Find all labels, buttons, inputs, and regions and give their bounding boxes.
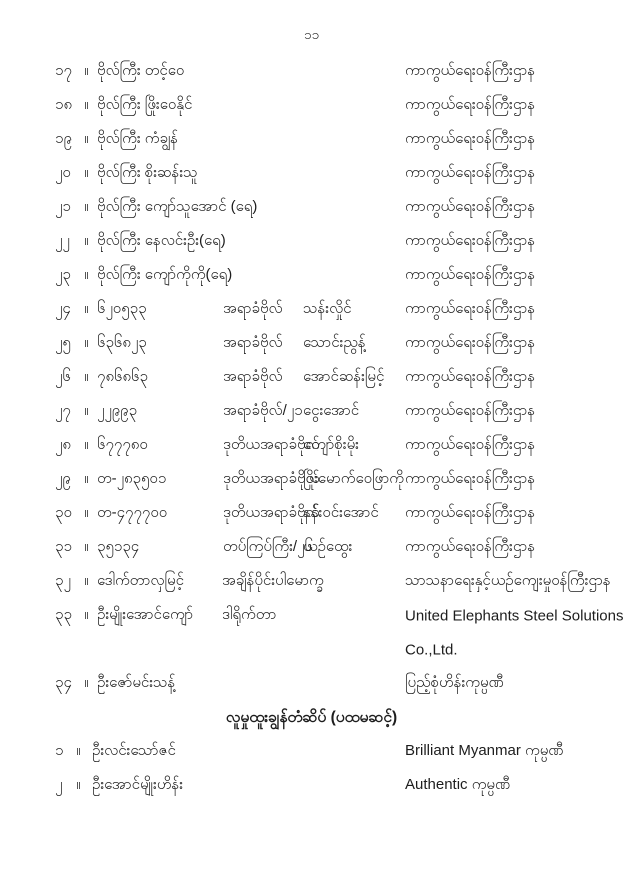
ministry: ကာကွယ်ရေးဝန်ကြီးဌာန (405, 368, 536, 385)
table-row (0, 89, 623, 123)
row-number: ၃၄ (55, 674, 72, 691)
ministry: ကာကွယ်ရေးဝန်ကြီးဌာန (405, 96, 536, 113)
company-name: United Elephants Steel Solutions (405, 607, 623, 625)
person-name: ငွေးအောင် (303, 402, 360, 419)
page-number: ၁၁ (303, 27, 320, 42)
row-separator: ။ (84, 130, 89, 147)
row-separator: ။ (84, 266, 89, 283)
rank: အရာခံဗိုလ်/၂၁ (223, 402, 303, 419)
table-row (0, 225, 623, 259)
row-number: ၂၇ (55, 402, 71, 419)
row-number: ၁ (55, 742, 64, 759)
row-number: ၂၆ (55, 368, 71, 385)
person-name: ဗိုလ်ကြီး စိုးဆန်းသူ (97, 164, 198, 181)
row-separator: ။ (84, 606, 89, 623)
service-number: ၆၂၀၅၃၃ (97, 300, 147, 317)
rank: တပ်ကြပ်ကြီး/၂၆ (223, 538, 313, 555)
table-row (0, 531, 623, 565)
person-name: အောင်ဆန်းမြင့် (303, 368, 385, 385)
person-name: နန်းဝင်းအောင် (303, 504, 379, 521)
company-name-continued: Co.,Ltd. (405, 641, 458, 659)
table-row (0, 55, 623, 89)
row-separator: ။ (84, 62, 89, 79)
ministry: ကာကွယ်ရေးဝန်ကြီးဌာန (405, 198, 536, 215)
row-separator: ။ (84, 572, 89, 589)
service-number: ၂၂၉၉၃ (97, 402, 138, 419)
position-title: အချိန်ပိုင်းပါမောက္ခ (222, 572, 324, 589)
row-number: ၃၀ (55, 504, 72, 521)
row-separator: ။ (84, 300, 89, 317)
person-name: သောင်းညွန့် (303, 334, 366, 351)
rank: အရာခံဗိုလ် (223, 334, 283, 351)
rank: အရာခံဗိုလ် (223, 368, 283, 385)
table-row (0, 327, 623, 361)
row-number: ၂၀ (55, 164, 71, 181)
row-number: ၃၂ (55, 572, 71, 589)
table-row (0, 565, 623, 599)
rank: အရာခံဗိုလ် (223, 300, 283, 317)
service-number: ၃၅၁၃၄ (97, 538, 140, 555)
row-number: ၁၇ (55, 62, 72, 79)
ministry: သာသနာရေးနှင့်ယဉ်ကျေးမှုဝန်ကြီးဌာန (405, 572, 611, 589)
award-list (0, 55, 623, 803)
person-name: ဗိုလ်ကြီး ကံချွန် (97, 130, 179, 147)
service-number: ၇၈၆၈၆၃ (97, 368, 148, 385)
row-separator: ။ (84, 368, 89, 385)
ministry: ကာကွယ်ရေးဝန်ကြီးဌာန (405, 436, 536, 453)
table-row (0, 429, 623, 463)
ministry: ကာကွယ်ရေးဝန်ကြီးဌာန (405, 300, 536, 317)
company-name: ပြည့်စုံဟိန်းကုမ္ပဏီ (405, 674, 504, 691)
ministry: ကာကွယ်ရေးဝန်ကြီးဌာန (405, 402, 536, 419)
row-number: ၂ (55, 776, 63, 793)
table-row (0, 769, 623, 803)
person-name: ယဉ်ထွေး (303, 538, 353, 555)
company-name: Brilliant Myanmar ကုမ္ပဏီ (405, 742, 564, 759)
row-separator: ။ (84, 436, 89, 453)
ministry: ကာကွယ်ရေးဝန်ကြီးဌာန (405, 470, 536, 487)
person-name: ကျော်စိုးမိုး (303, 436, 359, 453)
rank: ဒုတိယအရာခံဗိုလ် (223, 436, 320, 453)
person-name: ဗိုလ်ကြီး တင့်ဝေ (97, 62, 185, 79)
section-heading: လူမှုထူးချွန်တံဆိပ် (ပထမဆင့်) (225, 709, 398, 726)
ministry: ကာကွယ်ရေးဝန်ကြီးဌာန (405, 232, 536, 249)
row-separator: ။ (76, 776, 81, 793)
service-number: ၆၇၇၇၈၀ (97, 436, 148, 453)
person-name: ဦးဇော်မင်းသန့် (97, 674, 176, 691)
row-separator: ။ (84, 232, 89, 249)
ministry: ကာကွယ်ရေးဝန်ကြီးဌာန (405, 504, 536, 521)
ministry: ကာကွယ်ရေးဝန်ကြီးဌာန (405, 538, 536, 555)
row-separator: ။ (84, 164, 89, 181)
table-row (0, 735, 623, 769)
table-row (0, 395, 623, 429)
person-name: ဗိုလ်ကြီး ကျော်သူအောင် (ရေ) (97, 198, 258, 215)
table-row (0, 123, 623, 157)
table-row (0, 599, 623, 667)
row-separator: ။ (84, 334, 89, 351)
row-number: ၂၉ (55, 470, 71, 487)
person-name: ဦးမျိုးအောင်ကျော် (97, 606, 194, 623)
row-number: ၂၈ (55, 436, 71, 453)
service-number: ၆၃၆၈၂၃ (97, 334, 147, 351)
row-separator: ။ (84, 198, 89, 215)
row-number: ၂၁ (55, 198, 71, 215)
ministry: ကာကွယ်ရေးဝန်ကြီးဌာန (405, 334, 536, 351)
row-number: ၂၅ (55, 334, 71, 351)
row-separator: ။ (84, 96, 89, 113)
row-number: ၁၉ (55, 130, 72, 147)
person-name: ဦးလင်းသော်ဇင် (92, 742, 176, 759)
ministry: ကာကွယ်ရေးဝန်ကြီးဌာန (405, 130, 536, 147)
row-number: ၃၃ (55, 606, 72, 623)
person-name: ဒေါက်တာလှမြင့် (97, 572, 184, 589)
person-name: ဖြိုးမောက်ဝေဖြာကို (303, 470, 404, 487)
rank: ဒုတိယအရာခံဗိုလ် (223, 470, 320, 487)
row-separator: ။ (84, 470, 89, 487)
person-name: ဗိုလ်ကြီး နေလင်းဦး(ရေ) (97, 232, 226, 249)
person-name: ဗိုလ်ကြီး ကျော်ကိုကို(ရေ) (97, 266, 233, 283)
table-row (0, 157, 623, 191)
row-separator: ။ (84, 504, 89, 521)
ministry: ကာကွယ်ရေးဝန်ကြီးဌာန (405, 164, 536, 181)
row-separator: ။ (84, 674, 89, 691)
person-name: သန်းလှိုင် (303, 300, 352, 317)
row-number: ၃၁ (55, 538, 72, 555)
company-name: Authentic ကုမ္ပဏီ (405, 776, 511, 793)
service-number: တ-၂၈၃၅၀၁ (97, 470, 167, 487)
table-row (0, 361, 623, 395)
table-row (0, 191, 623, 225)
row-separator: ။ (76, 742, 81, 759)
ministry: ကာကွယ်ရေးဝန်ကြီးဌာန (405, 62, 536, 79)
rank: ဒုတိယအရာခံဗိုလ် (223, 504, 320, 521)
person-name: ဗိုလ်ကြီး ဖြိုးဝေနိုင် (97, 96, 193, 113)
table-row (0, 293, 623, 327)
person-name: ဦးအောင်မျိုးဟိန်း (92, 776, 184, 793)
row-number: ၂၃ (55, 266, 71, 283)
table-row (0, 667, 623, 701)
table-row (0, 497, 623, 531)
table-row (0, 463, 623, 497)
row-number: ၂၄ (55, 300, 71, 317)
row-number: ၁၈ (55, 96, 73, 113)
row-number: ၂၂ (55, 232, 70, 249)
row-separator: ။ (84, 402, 89, 419)
table-row (0, 259, 623, 293)
service-number: တ-၄၇၇၇၀၀ (97, 504, 168, 521)
ministry: ကာကွယ်ရေးဝန်ကြီးဌာန (405, 266, 536, 283)
row-separator: ။ (84, 538, 89, 555)
position-title: ဒါရိုက်တာ (222, 606, 277, 623)
